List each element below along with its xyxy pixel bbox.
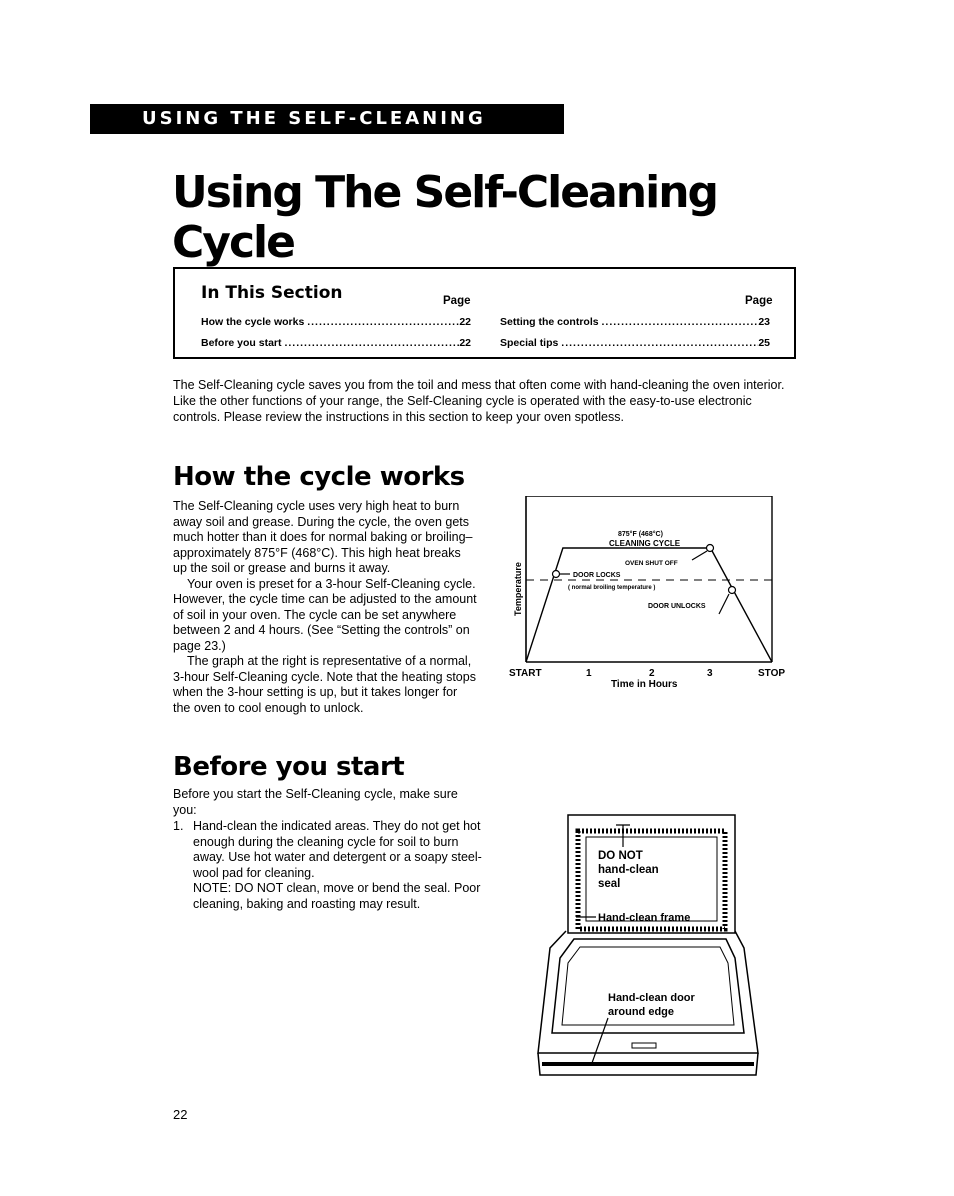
temperature-chart: [500, 496, 790, 696]
chart-annotation-cycle: CLEANING CYCLE: [609, 539, 681, 548]
oven-label-seal: seal: [598, 878, 621, 890]
intro-paragraph: The Self-Cleaning cycle saves you from the toil and mess that often come with hand-cleaning the oven interior. Like the other functions of your range, the Self-Cleaning cycle is operated with the easy-to-use electronic controls. Please review the instructions in this section to keep your oven spotless.: [173, 378, 785, 424]
how-section-text: [173, 499, 478, 716]
toc-box: [173, 267, 796, 359]
list-item-number: 1.: [173, 819, 184, 833]
oven-shut-off-marker: [707, 545, 714, 552]
chart-tick-3: 3: [707, 668, 713, 679]
toc-item-page: 23: [758, 316, 770, 328]
chart-tick-1: 1: [586, 668, 592, 679]
chart-tick-2: 2: [649, 668, 655, 679]
toc-item-how-it-works[interactable]: [201, 316, 471, 328]
toc-item-page: 22: [459, 316, 471, 328]
toc-item-setting-controls[interactable]: [500, 316, 770, 328]
chart-annotation-normal: ( normal broiling temperature ): [568, 585, 656, 591]
how-paragraph-2: Your oven is preset for a 3-hour Self-Cleaning cycle. However, the cycle time can be adjusted to the amount of soil in your oven. The cycle can be set anywhere between 2 and 4 hours. (See “Setting the controls” on page 23.): [173, 576, 477, 653]
how-paragraph-3: The graph at the right is representative of a normal, 3-hour Self-Cleaning cycle. Note that the heating stops when the 3-hour setting is up, but it takes longer for the oven to cool enough to unlock.: [173, 654, 476, 715]
toc-item-label: Setting the controls: [500, 316, 599, 328]
toc-item-page: 22: [459, 337, 471, 349]
oven-label-donot: DO NOT: [598, 850, 643, 862]
toc-item-special-tips[interactable]: [500, 337, 770, 349]
oven-label-door-2: around edge: [608, 1006, 675, 1018]
before-list: [173, 819, 483, 912]
toc-page-header-right: Page: [745, 295, 773, 307]
seal-pointer: [616, 825, 630, 847]
chart-tick-start: START: [509, 668, 542, 679]
door-unlocks-marker: [729, 587, 736, 594]
toc-item-before-you-start[interactable]: [201, 337, 471, 349]
page-number: 22: [173, 1107, 188, 1122]
door-locks-marker: [553, 571, 560, 578]
toc-item-label: Before you start: [201, 337, 282, 349]
chart-y-label: Temperature: [513, 562, 523, 616]
section-banner: USING THE SELF-CLEANING CYCLE: [90, 104, 564, 134]
heading-how-the-cycle-works: How the cycle works: [173, 462, 465, 492]
chart-annotation-shutoff: OVEN SHUT OFF: [625, 560, 678, 567]
list-item-text: Hand-clean the indicated areas. They do not get hot enough during the cleaning cycle for soil to burn away. Use hot water and detergent or a soapy steel-wool pad for cleaning.: [193, 819, 482, 880]
toc-page-header-left: Page: [443, 295, 471, 307]
chart-annotation-locks: DOOR LOCKS: [573, 572, 621, 579]
oven-label-handclean: hand-clean: [598, 864, 659, 876]
heading-before-you-start: Before you start: [173, 752, 405, 782]
oven-label-frame: Hand-clean frame: [598, 912, 691, 924]
how-paragraph-1: The Self-Cleaning cycle uses very high heat to burn away soil and grease. During the cycle, the oven gets much hotter than it does for normal baking or broiling–approximately 875°F (468°C). This high heat breaks up the soil or grease and burns it away.: [173, 499, 473, 575]
chart-annotation-unlocks: DOOR UNLOCKS: [648, 603, 706, 610]
oven-illustration: [530, 813, 765, 1083]
shut-off-arrow: [692, 551, 707, 560]
page-title: [172, 168, 772, 268]
before-intro: Before you start the Self-Cleaning cycle, make sure you:: [173, 787, 458, 817]
oven-label-door-1: Hand-clean door: [608, 992, 695, 1004]
chart-tick-stop: STOP: [758, 668, 786, 679]
page-title-line-1: Using The Self-Cleaning: [172, 167, 718, 218]
unlocks-arrow: [719, 594, 729, 614]
page-title-line-2: Cycle: [172, 217, 294, 268]
oven-door-window: [552, 939, 744, 1033]
toc-item-label: Special tips: [500, 337, 559, 349]
list-item-note: NOTE: DO NOT clean, move or bend the seal. Poor cleaning, baking and roasting may result.: [193, 881, 481, 911]
toc-heading: In This Section: [201, 283, 343, 303]
toc-item-page: 25: [758, 337, 770, 349]
toc-item-label: How the cycle works: [201, 316, 305, 328]
chart-annotation-temp: 875°F (468°C): [618, 531, 663, 538]
chart-x-label: Time in Hours: [611, 679, 678, 690]
door-handle: [632, 1043, 656, 1048]
